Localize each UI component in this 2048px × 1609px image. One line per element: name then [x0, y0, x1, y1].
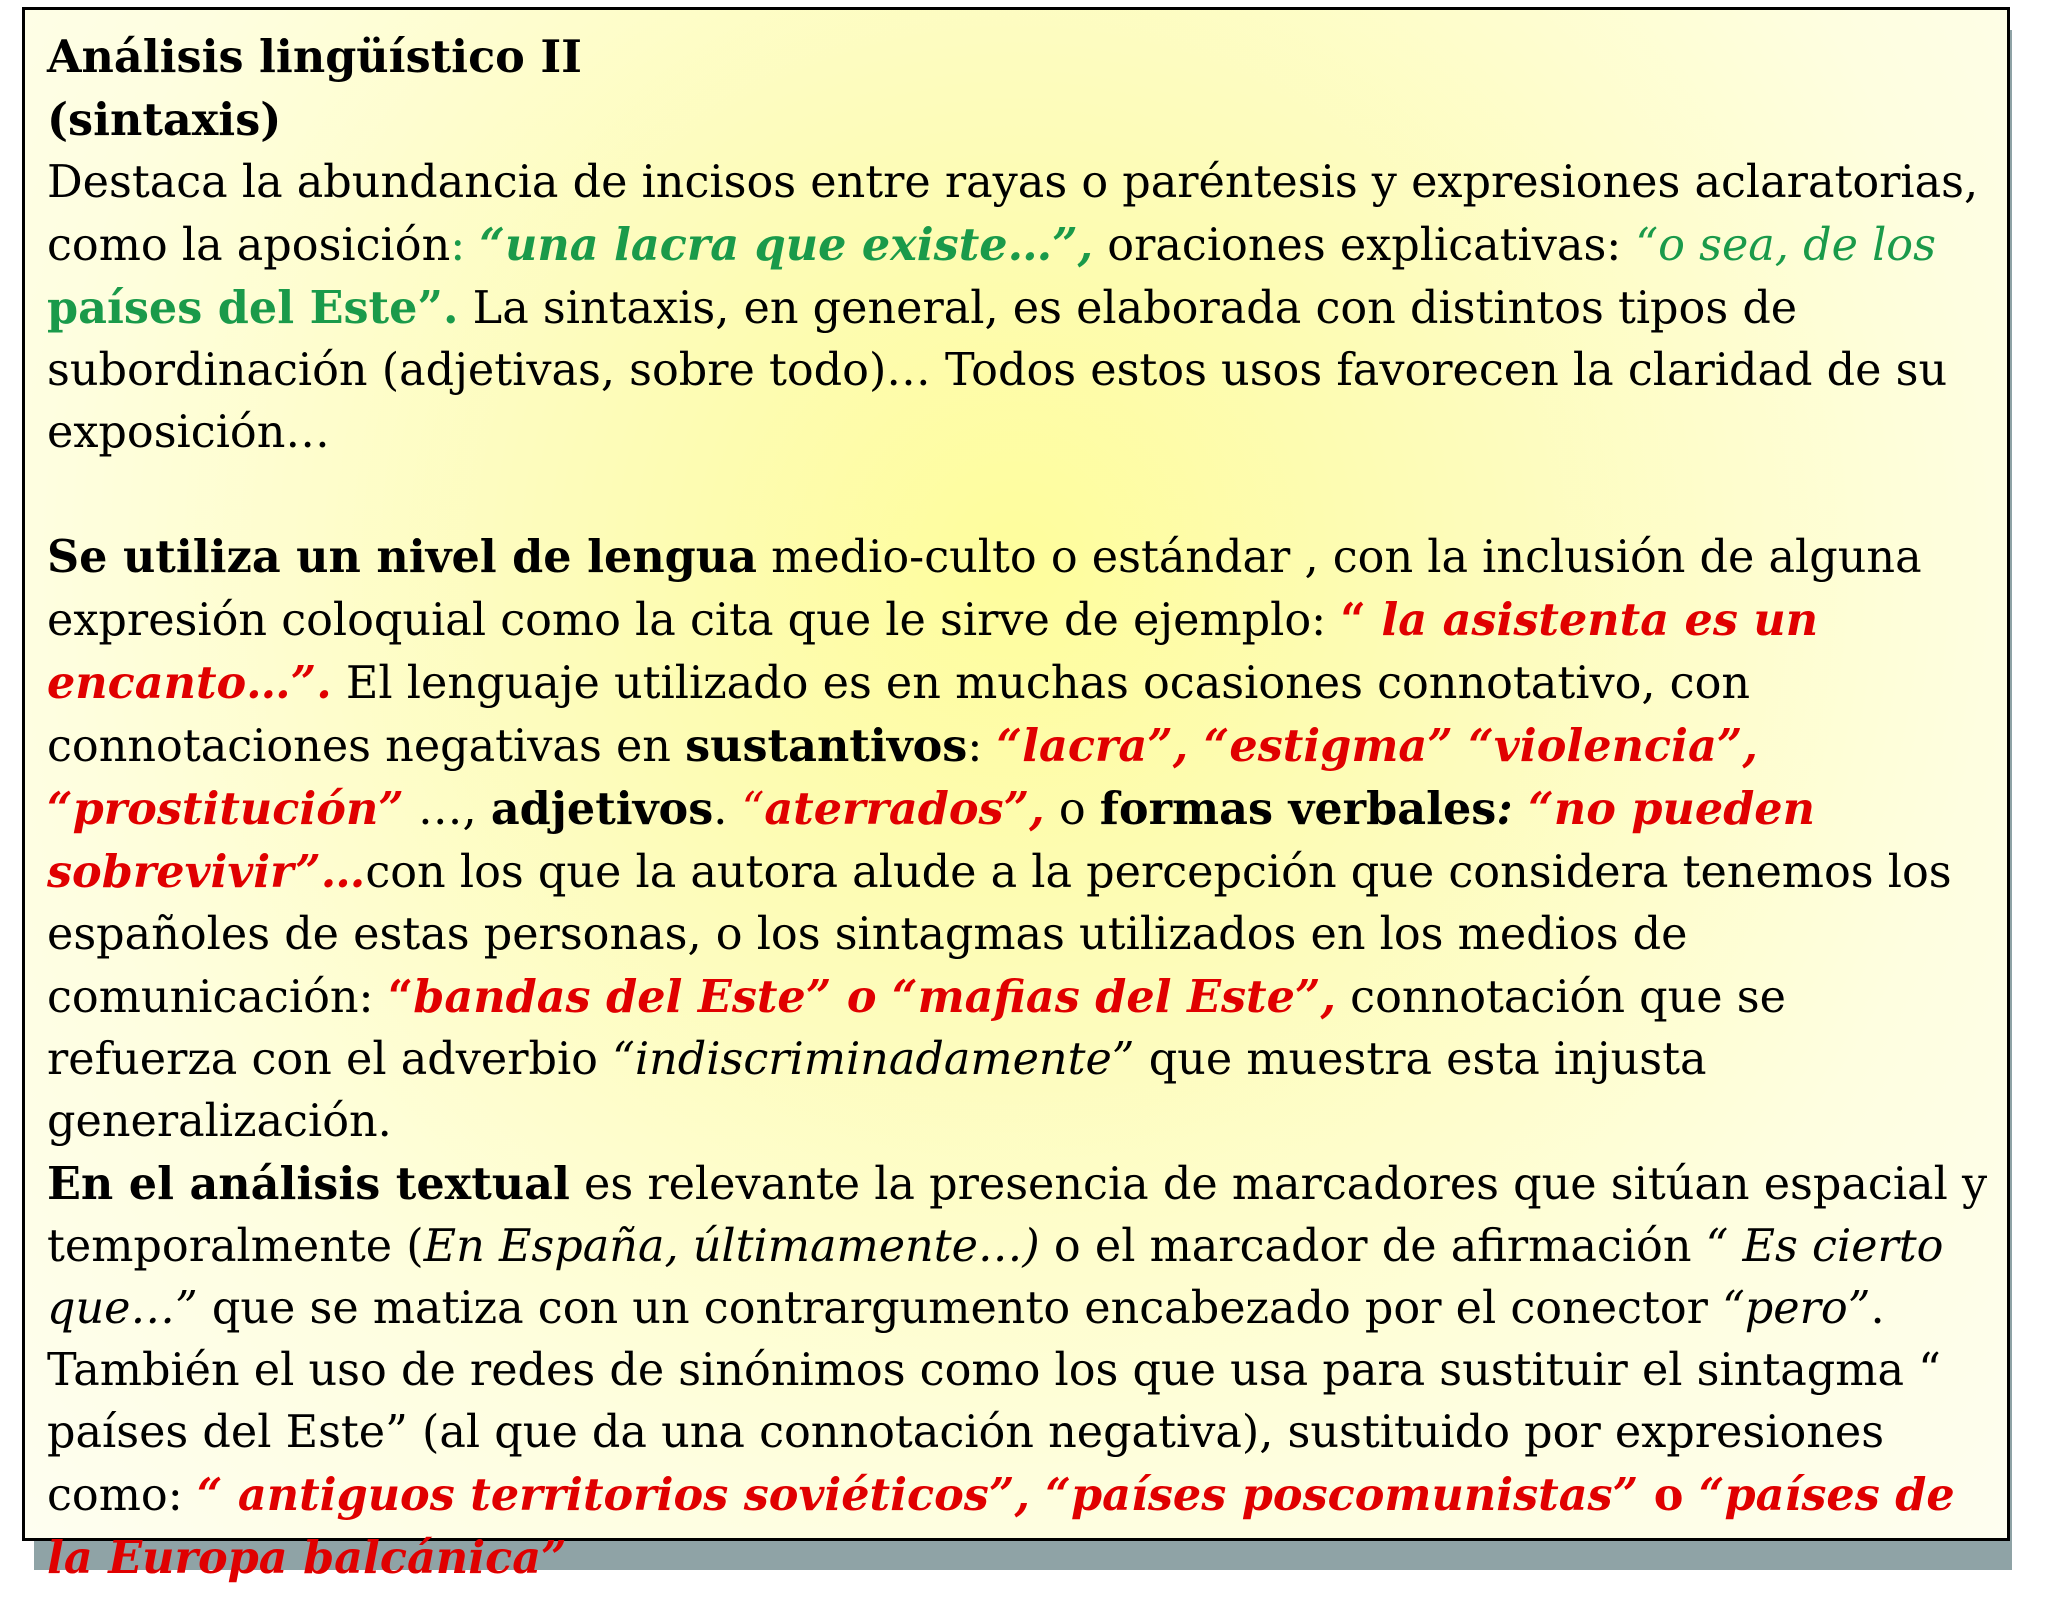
p2-bold-colon: :: [1496, 783, 1513, 835]
p2-text-9: que muestra esta injusta generalización.: [47, 1034, 1707, 1147]
quote-colloquial-b: la asistenta es un encanto…”.: [47, 594, 1819, 709]
quote-apposition: “una lacra que existe…”,: [479, 219, 1094, 271]
p1-text-1: Destaca la abundancia de incisos entre rayas o paréntesis y expresiones aclaratorias, como la aposición: [47, 157, 1979, 271]
p2-text-2: El lenguaje utilizado es en muchas ocasiones connotativo, con connotaciones negativas en: [47, 658, 1751, 772]
title-line1: Análisis lingüístico II: [47, 31, 582, 83]
quote-adjective-a: “: [741, 784, 765, 835]
p2-text-6: o: [1044, 784, 1100, 835]
quote-nouns: “lacra”, “estigma” “violencia”, “prostitución”: [47, 720, 1758, 835]
paragraph-syntax: [47, 152, 1989, 464]
quote-explicative-b: países del Este”.: [47, 282, 459, 334]
quote-explicative-a: “o sea, de los: [1635, 220, 1936, 271]
quote-adverb: “indiscriminadamente”: [612, 1034, 1135, 1085]
text-box: [22, 7, 2010, 1584]
quote-media-b: bandas del Este” o “mafias del Este”,: [413, 971, 1337, 1023]
quote-synonyms-1: “ antiguos territorios soviéticos”, “países poscomunistas”: [196, 1469, 1639, 1521]
p3-text-4: . También el uso de redes de sinónimos como los que usa para sustituir el sintagma “ países del Este” (al que da una connotación negativa), sustituido por expresiones como:: [47, 1283, 1941, 1521]
p3-text-2: o el marcador de afirmación: [1039, 1221, 1706, 1272]
p2-bold-1: Se utiliza un nivel de lengua: [47, 531, 757, 583]
paragraph-gap: [47, 464, 1989, 526]
p1-text-3: oraciones explicativas:: [1093, 220, 1636, 271]
p1-text-2: :: [450, 220, 480, 271]
p2-text-8: connotación que se refuerza con el adverbio: [47, 972, 1786, 1085]
quote-synonyms-2: “países de la Europa balcánica”: [47, 1469, 1955, 1584]
quote-markers: En España, últimamente…): [423, 1221, 1040, 1272]
p3-text-1: es relevante la presencia de marcadores que sitúan espacial y temporalmente (: [47, 1159, 1988, 1272]
p2-bold-nouns: sustantivos: [685, 720, 968, 772]
title-line2: (sintaxis): [47, 94, 282, 146]
p3-text-5: o: [1638, 1469, 1699, 1521]
quote-connector: “pero”: [1722, 1283, 1871, 1334]
paragraph-language-level: [47, 526, 1989, 1153]
p3-text-3: que se matiza con un contrargumento encabezado por el conector: [197, 1283, 1723, 1334]
p2-text-1: medio-culto o estándar , con la inclusión de alguna expresión coloquial como la cita que le sirve de ejemplo:: [47, 532, 1922, 646]
p2-bold-adjectives: adjetivos: [490, 783, 714, 835]
p2-bold-verbs: formas verbales: [1099, 783, 1497, 835]
p2-text-4: …,: [403, 784, 491, 835]
p1-text-4: La sintaxis, en general, es elaborada con distintos tipos de subordinación (adjetivas, sobre todo)… Todos estos usos favorecen la claridad de su exposición…: [47, 283, 1948, 458]
p2-text-7: con los que la autora alude a la percepción que considera tenemos los españoles de estas personas, o los sintagmas utilizados en los medios de comunicación:: [47, 847, 1952, 1023]
quote-colloquial-a: “: [1340, 594, 1382, 646]
paragraph-textual-analysis: [47, 1153, 1989, 1590]
quote-verbs: “no pueden sobrevivir”…: [47, 783, 1815, 898]
p2-text-5: .: [713, 784, 742, 835]
quote-adjective-b: aterrados”,: [764, 783, 1045, 835]
p3-bold-1: En el análisis textual: [47, 1158, 570, 1210]
p2-text-3: :: [967, 721, 997, 772]
quote-media-a: “: [387, 971, 414, 1023]
title: [47, 26, 1989, 152]
quote-affirmation: “ Es cierto que…”: [47, 1221, 1944, 1334]
